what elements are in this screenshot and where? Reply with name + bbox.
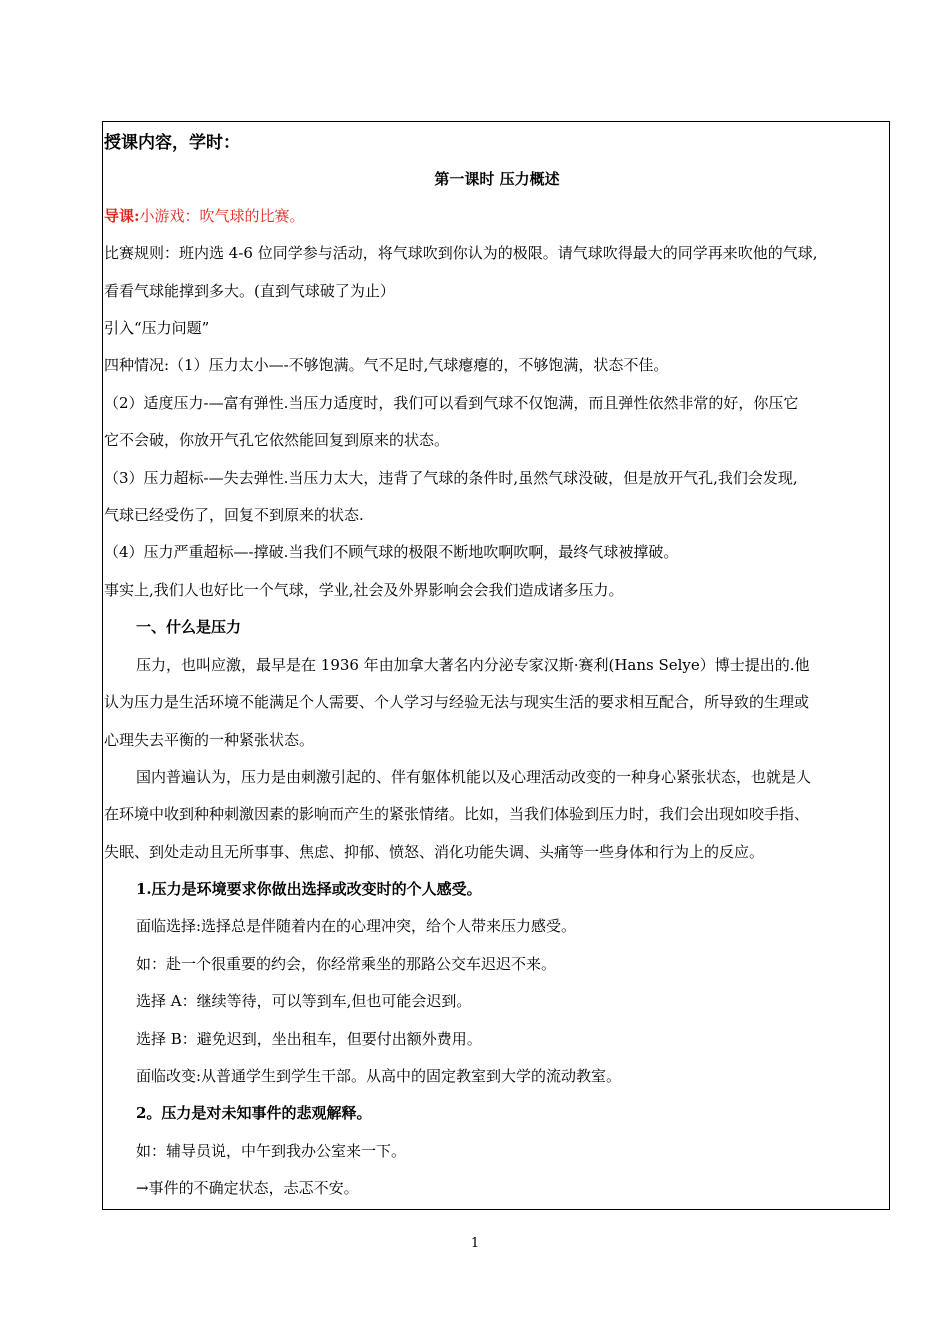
page-number: 1 (470, 1236, 480, 1251)
paragraph-line: 失眠、到处走动且无所事事、焦虑、抑郁、愤怒、消化功能失调、头痛等一些身体和行为上的反应。 (104, 843, 765, 861)
text-line: 引入“压力问题” (104, 319, 210, 337)
point-line: 如：赴一个很重要的约会，你经常乘坐的那路公交车迟迟不来。 (136, 955, 557, 973)
paragraph-line: 心理失去平衡的一种紧张状态。 (104, 731, 315, 749)
paragraph-line: 在环境中收到种种刺激因素的影响而产生的紧张情绪。比如，当我们体验到压力时，我们会出现如咬手指、 (104, 805, 810, 823)
text-line: 四种情况:（1）压力太小—-不够饱满。气不足时,气球瘪瘪的，不够饱满，状态不佳。 (104, 356, 669, 374)
point-line: 选择 A：继续等待，可以等到车,但也可能会迟到。 (136, 992, 472, 1010)
paragraph-line: 认为压力是生活环境不能满足个人需要、个人学习与经验无法与现实生活的要求相互配合，所导致的生理或 (104, 693, 810, 711)
point-line: →事件的不确定状态，忐忑不安。 (136, 1179, 359, 1197)
lesson-title: 第一课时 压力概述 (434, 170, 560, 188)
point-line: 选择 B：避免迟到，坐出租车，但要付出额外费用。 (136, 1030, 482, 1048)
text-line: 它不会破，你放开气孔它依然能回复到原来的状态。 (104, 431, 450, 449)
section-title: 一、什么是压力 (136, 618, 242, 636)
intro-label: 导课: (104, 207, 140, 225)
paragraph-line: 压力，也叫应激，最早是在 1936 年由加拿大著名内分泌专家汉斯·赛利(Hans Selye）博士提出的.他 (136, 656, 810, 674)
text-line: （2）适度压力-—富有弹性.当压力适度时，我们可以看到气球不仅饱满，而且弹性依然非常的好，你压它 (104, 394, 799, 412)
text-line: 看看气球能撑到多大。(直到气球破了为止） (104, 282, 395, 300)
point-title: 2。压力是对未知事件的悲观解释。 (136, 1104, 372, 1122)
point-line: 面临改变:从普通学生到学生干部。从高中的固定教室到大学的流动教室。 (136, 1067, 622, 1085)
text-line: 比赛规则：班内选 4-6 位同学参与活动，将气球吹到你认为的极限。请气球吹得最大的同学再来吹他的气球, (104, 244, 818, 262)
section-heading: 授课内容，学时： (104, 133, 240, 153)
point-line: 面临选择:选择总是伴随着内在的心理冲突，给个人带来压力感受。 (136, 917, 577, 935)
text-line: 事实上,我们人也好比一个气球，学业,社会及外界影响会会我们造成诸多压力。 (104, 581, 624, 599)
text-line: （4）压力严重超标—-撑破.当我们不顾气球的极限不断地吹啊吹啊，最终气球被撑破。 (104, 543, 679, 561)
point-title: 1.压力是环境要求你做出选择或改变时的个人感受。 (136, 880, 482, 898)
intro-text: 小游戏：吹气球的比赛。 (139, 207, 305, 225)
paragraph-line: 国内普遍认为，压力是由刺激引起的、伴有躯体机能以及心理活动改变的一种身心紧张状态，也就是人 (136, 768, 812, 786)
text-line: （3）压力超标-—失去弹性.当压力太大，违背了气球的条件时,虽然气球没破，但是放开气孔,我们会发现, (104, 469, 798, 487)
text-line: 气球已经受伤了，回复不到原来的状态. (104, 506, 364, 524)
intro-line (104, 206, 890, 226)
point-line: 如：辅导员说，中午到我办公室来一下。 (136, 1142, 407, 1160)
